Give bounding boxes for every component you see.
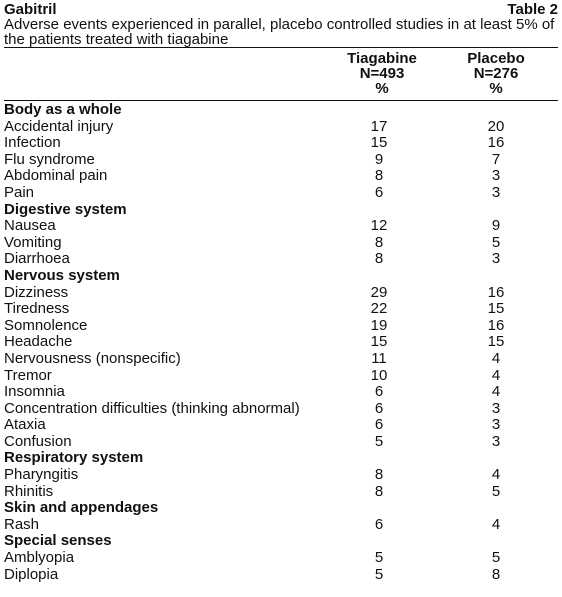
placebo-value: 16 bbox=[487, 283, 505, 301]
tiagabine-value: 11 bbox=[371, 349, 387, 367]
placebo-value: 3 bbox=[491, 167, 501, 185]
placebo-value: 4 bbox=[491, 515, 501, 533]
event-label: Confusion bbox=[4, 432, 72, 450]
event-label: Pain bbox=[4, 183, 35, 201]
table-row bbox=[4, 218, 558, 235]
table-row bbox=[4, 119, 558, 136]
table-row bbox=[4, 168, 558, 185]
tiagabine-value: 17 bbox=[370, 117, 388, 135]
tiagabine-value: 8 bbox=[374, 233, 384, 251]
placebo-value: 20 bbox=[487, 117, 505, 135]
column-header-placebo-unit: % bbox=[489, 80, 503, 97]
event-label: Diplopia bbox=[4, 565, 59, 583]
tiagabine-value: 8 bbox=[374, 482, 384, 500]
placebo-value: 5 bbox=[491, 233, 501, 251]
column-header-placebo-n: N=276 bbox=[473, 65, 519, 82]
table-row bbox=[4, 467, 558, 484]
placebo-value: 15 bbox=[487, 300, 505, 318]
column-header-blank bbox=[4, 51, 330, 100]
tiagabine-value: 10 bbox=[370, 366, 388, 384]
tiagabine-value: 5 bbox=[374, 565, 384, 583]
table-row bbox=[4, 334, 558, 351]
event-label: Amblyopia bbox=[4, 549, 75, 567]
placebo-value: 7 bbox=[491, 150, 501, 168]
event-label: Accidental injury bbox=[4, 117, 114, 135]
tiagabine-value: 9 bbox=[374, 150, 384, 168]
header-row bbox=[4, 2, 558, 17]
table-caption: Adverse events experienced in parallel, placebo controlled studies in at least 5% of the patients treated with tiagabine bbox=[4, 16, 555, 48]
section-heading-label: Digestive system bbox=[4, 200, 127, 218]
table-row bbox=[4, 401, 558, 418]
event-label: Infection bbox=[4, 134, 61, 152]
placebo-value: 5 bbox=[491, 482, 501, 500]
document-title: Gabitril bbox=[4, 1, 57, 18]
tiagabine-value: 22 bbox=[370, 300, 388, 318]
placebo-value: 16 bbox=[487, 316, 505, 334]
table-row bbox=[4, 550, 558, 567]
event-label: Diarrhoea bbox=[4, 250, 70, 268]
placebo-value: 8 bbox=[491, 565, 501, 583]
placebo-value: 9 bbox=[491, 217, 501, 235]
table-row bbox=[4, 318, 558, 335]
column-header-tiagabine bbox=[330, 51, 434, 100]
placebo-value: 3 bbox=[491, 416, 501, 434]
event-label: Nausea bbox=[4, 217, 56, 235]
event-label: Rhinitis bbox=[4, 482, 54, 500]
placebo-value: 3 bbox=[491, 399, 501, 417]
table-row bbox=[4, 484, 558, 501]
tiagabine-value: 6 bbox=[374, 416, 384, 434]
event-label: Dizziness bbox=[4, 283, 69, 301]
tiagabine-value: 6 bbox=[374, 183, 384, 201]
table-row bbox=[4, 152, 558, 169]
column-header-row bbox=[4, 48, 558, 100]
table-label: Table 2 bbox=[507, 1, 558, 18]
section-heading-label: Skin and appendages bbox=[4, 499, 159, 517]
placebo-value: 4 bbox=[491, 466, 501, 484]
tiagabine-value: 5 bbox=[374, 549, 384, 567]
event-label: Headache bbox=[4, 333, 73, 351]
placebo-value: 4 bbox=[491, 366, 501, 384]
event-label: Tremor bbox=[4, 366, 52, 384]
tiagabine-value: 8 bbox=[374, 466, 384, 484]
placebo-value: 3 bbox=[491, 250, 501, 268]
section-heading bbox=[4, 102, 558, 119]
tiagabine-value: 6 bbox=[374, 399, 384, 417]
placebo-value: 16 bbox=[487, 134, 505, 152]
event-label: Ataxia bbox=[4, 416, 46, 434]
section-heading bbox=[4, 450, 558, 467]
tiagabine-value: 6 bbox=[374, 383, 384, 401]
placebo-value: 5 bbox=[491, 549, 501, 567]
tiagabine-value: 15 bbox=[370, 333, 388, 351]
event-label: Nervousness (nonspecific) bbox=[4, 349, 181, 367]
table-row bbox=[4, 368, 558, 385]
column-header-tiagabine-unit: % bbox=[375, 80, 389, 97]
section-heading-label: Nervous system bbox=[4, 266, 120, 284]
event-label: Vomiting bbox=[4, 233, 62, 251]
tiagabine-value: 8 bbox=[374, 250, 384, 268]
section-heading bbox=[4, 533, 558, 550]
table-row bbox=[4, 285, 558, 302]
column-header-tiagabine-n: N=493 bbox=[359, 65, 405, 82]
event-label: Pharyngitis bbox=[4, 466, 79, 484]
event-label: Rash bbox=[4, 515, 40, 533]
event-label: Tiredness bbox=[4, 300, 70, 318]
section-heading bbox=[4, 500, 558, 517]
table-row bbox=[4, 517, 558, 534]
column-header-placebo bbox=[434, 51, 558, 100]
placebo-value: 15 bbox=[487, 333, 505, 351]
section-heading-label: Respiratory system bbox=[4, 449, 144, 467]
event-label: Flu syndrome bbox=[4, 150, 95, 168]
placebo-value: 4 bbox=[491, 349, 501, 367]
table-row bbox=[4, 567, 558, 584]
tiagabine-value: 5 bbox=[374, 432, 384, 450]
placebo-value: 3 bbox=[491, 432, 501, 450]
table-row bbox=[4, 434, 558, 451]
table-row bbox=[4, 185, 558, 202]
tiagabine-value: 29 bbox=[370, 283, 388, 301]
section-heading-label: Special senses bbox=[4, 532, 112, 550]
table-row bbox=[4, 301, 558, 318]
event-label: Abdominal pain bbox=[4, 167, 108, 185]
section-heading bbox=[4, 268, 558, 285]
table-row bbox=[4, 417, 558, 434]
tiagabine-value: 12 bbox=[370, 217, 388, 235]
table-row bbox=[4, 351, 558, 368]
column-header-tiagabine-name: Tiagabine bbox=[347, 50, 417, 67]
placebo-value: 4 bbox=[491, 383, 501, 401]
column-header-placebo-name: Placebo bbox=[467, 50, 525, 67]
tiagabine-value: 19 bbox=[370, 316, 388, 334]
section-heading-label: Body as a whole bbox=[4, 101, 122, 118]
tiagabine-value: 15 bbox=[370, 134, 388, 152]
event-label: Concentration difficulties (thinking abnormal) bbox=[4, 399, 300, 417]
tiagabine-value: 6 bbox=[374, 515, 384, 533]
table-row bbox=[4, 384, 558, 401]
event-label: Insomnia bbox=[4, 383, 65, 401]
table-row bbox=[4, 135, 558, 152]
table-row bbox=[4, 251, 558, 268]
section-heading bbox=[4, 202, 558, 219]
placebo-value: 3 bbox=[491, 183, 501, 201]
table-body bbox=[4, 101, 558, 583]
tiagabine-value: 8 bbox=[374, 167, 384, 185]
event-label: Somnolence bbox=[4, 316, 88, 334]
table-row bbox=[4, 235, 558, 252]
